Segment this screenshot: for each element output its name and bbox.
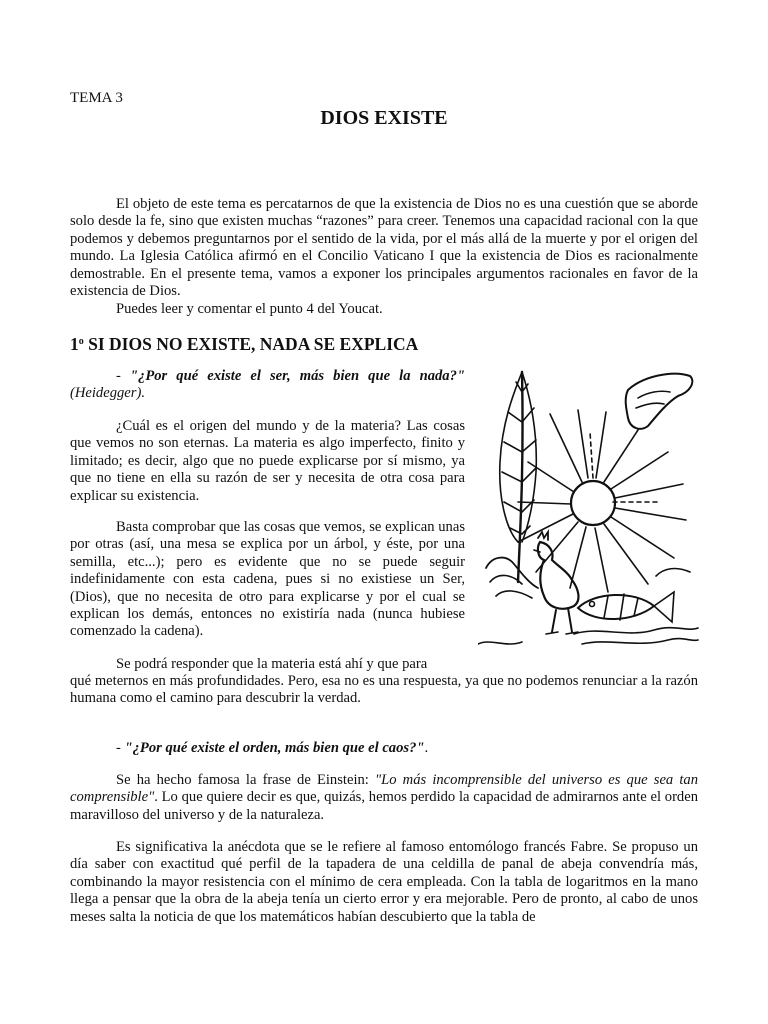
paragraph-chain: Basta comprobar que las cosas que vemos, se explican unas por otras (así, una mesa se explica por un árbol, y éste, por una semilla, etc...); pero es evidente que no se puede seguir indefinidamente con esta cadena, pues si no existiese un Ser, (Dios), que no necesita de otro para explicarse y por el cual se explican los demás, entonces no existiría nada (nunca hubiese comenzado la cadena). (70, 519, 465, 640)
quote-end: . (424, 740, 429, 756)
tema-label: TEMA 3 (70, 90, 123, 106)
intro-paragraph: El objeto de este tema es percatarnos de que la existencia de Dios no es una cuestión que se aborde solo desde la fe, sino que existen muchas “razones” para creer. Tenemos una capacidad racional con la que podemos y debemos preguntarnos por el sentido de la vida, por el más allá de la muerte y por el origen del mundo. La Iglesia Católica afirmó en el Concilio Vaticano I que la existencia de Dios es racionalmente demostrable. En el presente tema, vamos a exponer los principales argumentos racionales en favor de la existencia de Dios. (70, 196, 698, 300)
youcat-note: Puedes leer y comentar el punto 4 del Youcat. (116, 301, 383, 317)
einstein-quote: "Lo más incomprensible del universo es que sea tan comprensible" (70, 772, 698, 806)
fish (578, 592, 674, 622)
paragraph-materia-line1: Se podrá responder que la materia está ahí y que para (116, 656, 428, 672)
quote-prefix: - (116, 740, 125, 756)
einstein-intro: Se ha hecho famosa la frase de Einstein: (116, 772, 375, 788)
quote-text: "¿Por qué existe el ser, más bien que la nada?" (129, 368, 465, 384)
tree (500, 372, 537, 582)
quote-text: "¿Por qué existe el orden, más bien que el caos?" (124, 740, 425, 756)
water-waves (478, 569, 698, 644)
quote-orden (70, 740, 698, 757)
section-heading-text: SI DIOS NO EXISTE, NADA SE EXPLICA (83, 334, 419, 354)
sun (571, 481, 615, 525)
section-heading (70, 333, 418, 353)
paragraph-einstein (70, 772, 698, 824)
paragraph-origin: ¿Cuál es el origen del mundo y de la materia? Las cosas que vemos no son eternas. La materia es algo imperfecto, finito y limitado; es decir, algo que no puede explicarse por sí mismo, ya que no tiene en ella su razón de ser y necesita de otra cosa para explicar su existencia. (70, 418, 465, 504)
hand (626, 374, 693, 429)
quote-author: (Heidegger). (70, 385, 145, 402)
paragraph-materia-rest: qué meternos en más profundidades. Pero, esa no es una respuesta, ya que no podemos renunciar a la razón humana como el camino para descubrir la verdad. (70, 673, 698, 707)
creation-illustration (478, 352, 700, 652)
page-title: DIOS EXISTE (320, 107, 448, 129)
quote-prefix: - (116, 368, 130, 384)
section-number: 1 (70, 334, 79, 354)
section-ordinal: o (78, 336, 84, 347)
rooster (486, 532, 578, 634)
quote-heidegger (70, 368, 465, 403)
paragraph-fabre: Es significativa la anécdota que se le refiere al famoso entomólogo francés Fabre. Se propuso un día saber con exactitud qué perfil de la tapadera de una celdilla de panal de abeja convendría más, combinando la mayor resistencia con el mínimo de cera empleada. Con la tabla de logaritmos en la mano llega a pensar que la obra de la abeja tenía un cierto error y era mejorable. Pero de pronto, al cabo de unos meses salta la noticia de que los matemáticos habían descubierto que la tabla de (70, 839, 698, 925)
einstein-end: . Lo que quiere decir es que, quizás, hemos perdido la capacidad de admirarnos ante el orden maravilloso del universo y de la naturaleza. (70, 789, 698, 823)
